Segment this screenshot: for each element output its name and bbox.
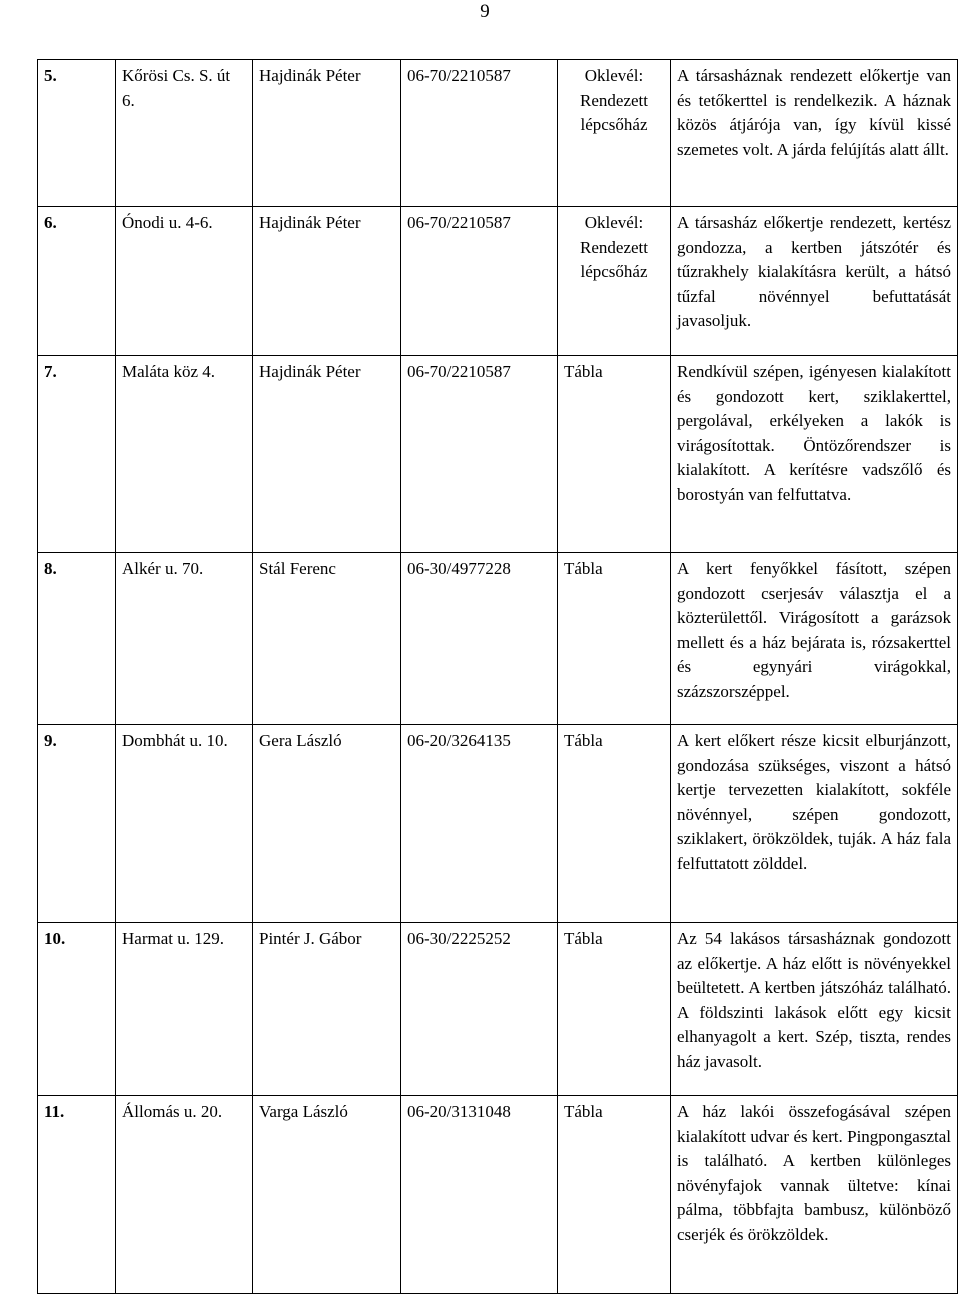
name-cell: Gera László	[253, 725, 401, 923]
name-cell: Stál Ferenc	[253, 553, 401, 725]
description-cell: A ház lakói összefogásával szépen kialakított udvar és kert. Pingpongasztal is található. A kertben különleges növényfajok vannak ültetve: kínai pálma, többfajta bambusz, különböző cserjék és örökzöldek.	[671, 1096, 958, 1294]
table-row	[38, 725, 958, 923]
phone-cell: 06-20/3264135	[401, 725, 558, 923]
table-row	[38, 207, 958, 356]
award-cell: Tábla	[558, 356, 671, 553]
address-cell: Ónodi u. 4-6.	[116, 207, 253, 356]
row-number: 8.	[38, 553, 116, 725]
name-cell: Hajdinák Péter	[253, 207, 401, 356]
table-row	[38, 923, 958, 1096]
description-cell: A kert előkert része kicsit elburjánzott, gondozása szükséges, viszont a hátsó kertje tervezetten kialakított, sokféle növénnyel, szépen gondozott, sziklakert, örökzöldek, tuják. A ház fala felfuttatott zölddel.	[671, 725, 958, 923]
phone-cell: 06-20/3131048	[401, 1096, 558, 1294]
address-cell: Kőrösi Cs. S. út 6.	[116, 60, 253, 207]
phone-cell: 06-70/2210587	[401, 356, 558, 553]
row-number: 5.	[38, 60, 116, 207]
award-cell: Tábla	[558, 923, 671, 1096]
row-number: 6.	[38, 207, 116, 356]
description-cell: A társasháznak rendezett előkertje van és tetőkerttel is rendelkezik. A háznak közös átjárója van, így kívül kissé szemetes volt. A járda felújítás alatt állt.	[671, 60, 958, 207]
address-cell: Dombhát u. 10.	[116, 725, 253, 923]
gardens-table	[37, 59, 958, 1294]
table-row	[38, 60, 958, 207]
name-cell: Hajdinák Péter	[253, 60, 401, 207]
name-cell: Pintér J. Gábor	[253, 923, 401, 1096]
table-row	[38, 553, 958, 725]
row-number: 9.	[38, 725, 116, 923]
phone-cell: 06-70/2210587	[401, 207, 558, 356]
address-cell: Állomás u. 20.	[116, 1096, 253, 1294]
description-cell: A társasház előkertje rendezett, kertész gondozza, a kertben játszótér és tűzrakhely kialakításra került, a hátsó tűzfal növénnyel befuttatását javasoljuk.	[671, 207, 958, 356]
description-cell: Az 54 lakásos társasháznak gondozott az előkertje. A ház előtt is növényekkel beültetett. A kertben játszóház található. A földszinti lakások előtt egy kicsit elhanyagolt a kert. Szép, tiszta, rendes ház javasolt.	[671, 923, 958, 1096]
address-cell: Harmat u. 129.	[116, 923, 253, 1096]
award-cell: Tábla	[558, 1096, 671, 1294]
row-number: 11.	[38, 1096, 116, 1294]
name-cell: Hajdinák Péter	[253, 356, 401, 553]
name-cell: Varga László	[253, 1096, 401, 1294]
address-cell: Alkér u. 70.	[116, 553, 253, 725]
row-number: 7.	[38, 356, 116, 553]
row-number: 10.	[38, 923, 116, 1096]
award-cell: Oklevél: Rendezett lépcsőház	[558, 207, 671, 356]
phone-cell: 06-30/2225252	[401, 923, 558, 1096]
award-cell: Tábla	[558, 553, 671, 725]
address-cell: Maláta köz 4.	[116, 356, 253, 553]
page-number: 9	[480, 1, 490, 22]
description-cell: A kert fenyőkkel fásított, szépen gondozott cserjesáv választja el a közterülettől. Virágosított a garázsok mellett és a ház bejárata is, rózsakerttel és egynyári virágokkal, százszorszéppel.	[671, 553, 958, 725]
table-row	[38, 1096, 958, 1294]
phone-cell: 06-70/2210587	[401, 60, 558, 207]
table-row	[38, 356, 958, 553]
phone-cell: 06-30/4977228	[401, 553, 558, 725]
award-cell: Oklevél: Rendezett lépcsőház	[558, 60, 671, 207]
award-cell: Tábla	[558, 725, 671, 923]
description-cell: Rendkívül szépen, igényesen kialakított és gondozott kert, sziklakerttel, pergolával, erkélyeken a lakók is virágosítottak. Öntözőrendszer is kialakított. A kerítésre vadszőlő és borostyán van felfuttatva.	[671, 356, 958, 553]
